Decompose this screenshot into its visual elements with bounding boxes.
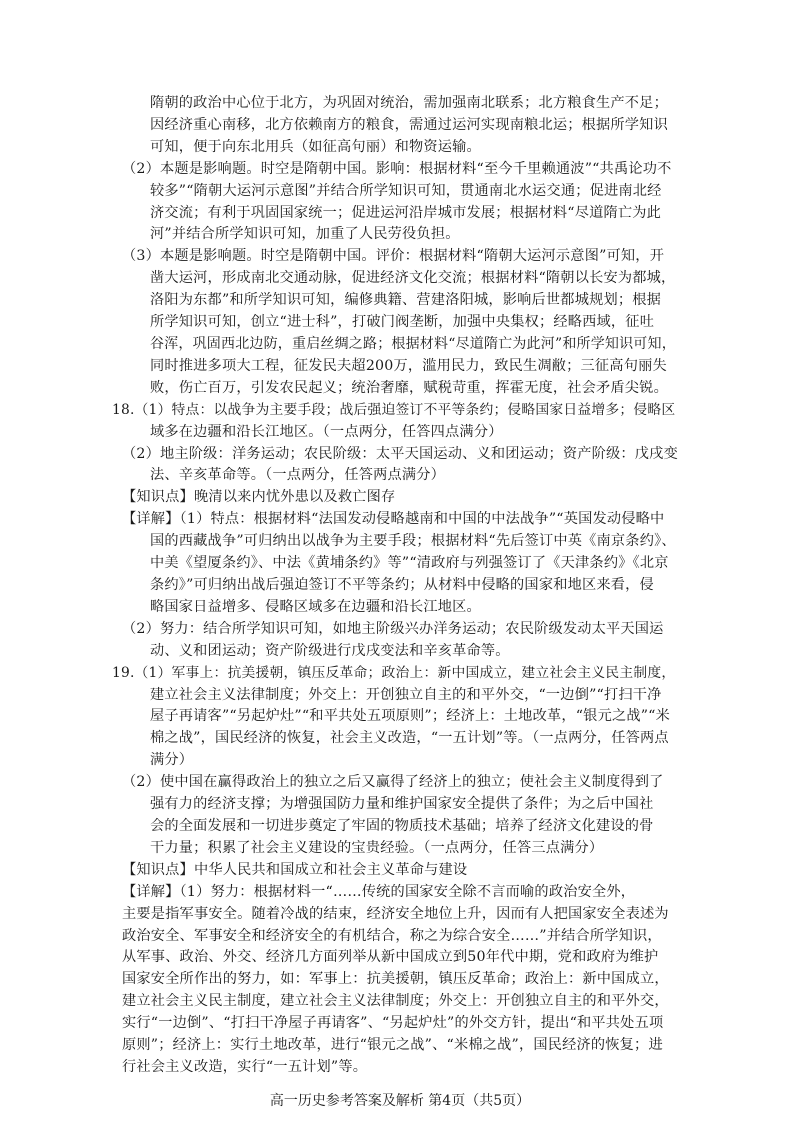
text-line: 从军事、政治、外交、经济几方面列举从新中国成立到50年代中期，党和政府为维护 [122,949,659,965]
text-line: 干力量；积累了社会主义建设的宝贵经验。（一点两分，任答三点满分） [150,840,604,856]
page-footer: 高一历史参考答案及解析 第4页（共5页） [269,1093,531,1109]
text-line: 动、义和团运动；资产阶级进行戊戌变法和辛亥革命等。 [150,643,510,659]
text-line: 法、辛亥革命等。（一点两分，任答两点满分） [150,467,446,483]
text-line: 域多在边疆和沿长江地区。（一点两分，任答四点满分） [150,424,503,440]
text-line: 同时推进多项大工程，征发民夫超200万，滥用民力，致民生凋敝；三征高句丽失 [150,358,667,374]
text-line: 洛阳为东都”和所学知识可知，编修典籍、营建洛阳城，影响后世都城规划；根据 [150,292,662,308]
text-line: 会的全面发展和一切进步奠定了牢固的物质技术基础；培养了经济文化建设的骨 [150,818,654,834]
text-line: 谷浑，巩固西北边防，重启丝绸之路；根据材料“尽道隋亡为此河”和所学知识可知， [150,336,676,352]
text-line: 中美《望厦条约》、中法《黄埔条约》等”“清政府与列强签订了《天津条约》《北京 [150,555,669,571]
text-line: （2）努力：结合所学知识可知，如地主阶级兴办洋务运动；农民阶级发动太平天国运 [122,621,664,637]
text-line: 政治安全、军事安全和经济安全的有机结合，称之为综合安全……”并结合所学知识， [122,928,662,944]
text-line: 所学知识可知，创立“进士科”，打破门阀垄断，加强中央集权；经略西域，征吐 [150,314,655,330]
text-line: 棉之战”，国民经济的恢复，社会主义改造，“一五计划”等。（一点两分，任答两点 [150,730,669,746]
text-line: 济交流；有利于巩固国家统一；促进运河沿岸城市发展；根据材料“尽道隋亡为此 [150,205,662,221]
text-line: 隋朝的政治中心位于北方，为巩固对统治，需加强南北联系；北方粮食生产不足； [150,95,668,111]
text-line: 较多”“隋朝大运河示意图”并结合所学知识可知，贯通南北水运交通；促进南北经 [150,183,662,199]
text-line: 【详解】（1）特点：根据材料“法国发动侵略越南和中国的中法战争”“英国发动侵略中 [122,511,665,527]
text-line: 【知识点】中华人民共和国成立和社会主义革命与建设 [122,862,468,878]
text-line: 主要是指军事安全。随着冷战的结束，经济安全地位上升，因而有人把国家安全表述为 [122,906,669,922]
text-line: （2）使中国在赢得政治上的独立之后又赢得了经济上的独立；使社会主义制度得到了 [122,774,664,790]
text-line: 18.（1）特点：以战争为主要手段；战后强迫签订不平等条约；侵略国家日益增多；侵略区 [112,402,676,418]
text-line: （2）本题是影响题。时空是隋朝中国。影响：根据材料“至今千里赖通波”“共禹论功不 [122,161,672,177]
text-line: 略国家日益增多、侵略区域多在边疆和沿长江地区。 [150,599,481,615]
text-line: 河”并结合所学知识可知，加重了人民劳役负担。 [150,226,460,242]
text-line: 败，伤亡百万，引发农民起义；统治奢靡，赋税苛重，挥霍无度，社会矛盾尖锐。 [150,380,668,396]
text-line: 行社会主义改造，实行“一五计划”等。 [122,1059,368,1075]
text-line: 凿大运河，形成南北交通动脉，促进经济文化交流；根据材料“隋朝以长安为都城， [150,270,676,286]
text-line: 原则”；经济上：实行土地改革，进行“银元之战”、“米棉之战”，国民经济的恢复；进 [122,1037,663,1053]
text-line: 【知识点】晚清以来内忧外患以及救亡图存 [122,489,396,505]
text-line: 可知，便于向东北用兵（如征高句丽）和物资运输。 [150,139,481,155]
text-line: 国家安全所作出的努力，如：军事上：抗美援朝，镇压反革命；政治上：新中国成立， [122,971,669,987]
text-line: 满分） [150,752,194,768]
text-line: （2）地主阶级：洋务运动；农民阶级：太平天国运动、义和团运动；资产阶级：戊戌变 [122,446,678,462]
text-line: 建立社会主义法律制度；外交上：开创独立自主的和平外交，“一边倒”“打扫干净 [150,687,662,703]
text-line: 因经济重心南移，北方依赖南方的粮食，需通过运河实现南粮北运；根据所学知识 [150,117,668,133]
text-line: （3）本题是影响题。时空是隋朝中国。评价：根据材料“隋朝大运河示意图”可知，开 [122,248,665,264]
text-line: 19.（1）军事上：抗美援朝，镇压反革命；政治上：新中国成立，建立社会主义民主制度， [112,665,676,681]
text-line: 强有力的经济支撑；为增强国防力量和维护国家安全提供了条件；为之后中国社 [150,796,654,812]
text-line: 【详解】（1）努力：根据材料一“……传统的国家安全除不言而喻的政治安全外， [122,884,636,900]
text-line: 屋子再请客”“另起炉灶”“和平共处五项原则”；经济上：土地改革，“银元之战”“米 [150,708,671,724]
text-line: 国的西藏战争”可归纳出以战争为主要手段；根据材料“先后签订中英《南京条约》、 [150,533,676,549]
text-line: 实行“一边倒”、“打扫干净屋子再请客”、“另起炉灶”的外交方针，提出“和平共处五项 [122,1015,664,1031]
text-line: 条约》”可归纳出战后强迫签订不平等条约；从材料中侵略的国家和地区来看，侵 [150,577,654,593]
text-line: 建立社会主义民主制度，建立社会主义法律制度；外交上：开创独立自主的和平外交， [122,993,669,1009]
